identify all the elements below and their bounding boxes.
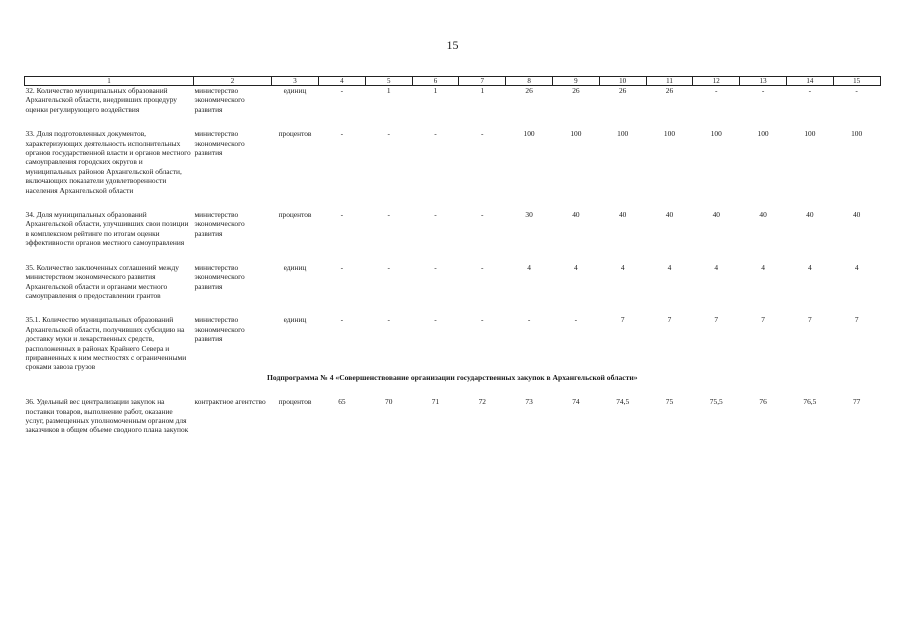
value-cell: - — [761, 86, 765, 95]
value-cell: - — [715, 86, 718, 95]
page-number: 15 — [446, 38, 459, 52]
value-cell: - — [434, 315, 437, 325]
value-cell: 75,5 — [709, 397, 723, 407]
value-cell: 40 — [618, 210, 627, 220]
header-cell: 11 — [646, 77, 693, 86]
value-cell: 4 — [808, 262, 812, 272]
responsible-agency: министерство экономического развития — [194, 86, 245, 114]
value-cell: 75 — [665, 397, 674, 407]
header-cell: 15 — [833, 77, 880, 86]
value-cell: 100 — [710, 129, 722, 139]
value-cell: 4 — [620, 262, 625, 272]
header-cell: 14 — [786, 77, 833, 86]
value-cell: 100 — [523, 129, 535, 139]
value-cell: - — [340, 129, 344, 139]
subprogram-title: Подпрограмма № 4 «Совершенствование организации государственных закупок в Архангельской области» — [267, 372, 638, 382]
value-cell: 7 — [761, 315, 765, 325]
value-cell: 26 — [525, 86, 533, 95]
value-cell: 4 — [761, 262, 765, 272]
indicators-table — [24, 76, 881, 435]
unit: процентов — [278, 129, 312, 139]
value-cell: 100 — [617, 129, 629, 139]
table-row — [25, 210, 881, 263]
value-cell: - — [434, 129, 437, 139]
value-cell: - — [808, 86, 812, 95]
value-cell: 1 — [386, 86, 391, 95]
table-row — [25, 397, 881, 435]
value-cell: - — [481, 262, 484, 272]
header-cell: 3 — [272, 77, 319, 86]
indicator-name: 35.1. Количество муниципальных образований Архангельской области, получивших субсидию на доставку муки и лекарственных средств, расположенных в районах Крайнего Севера и приравненных к ним местностях с ограниченными сроками завоза грузов — [25, 315, 187, 372]
value-cell: - — [434, 210, 437, 220]
value-cell: 40 — [572, 210, 580, 220]
value-cell: 4 — [854, 262, 859, 272]
value-cell: 40 — [759, 210, 767, 220]
value-cell: 74,5 — [616, 397, 630, 407]
header-cell: 2 — [194, 77, 272, 86]
value-cell: 100 — [570, 129, 582, 139]
value-cell: 7 — [854, 315, 859, 325]
indicator-name: 33. Доля подготовленных документов, характеризующих деятельность исполнительных органов государственной власти и органов местного самоуправления городских округов и муниципальных районов Архангельской области, включающих показатели удовлетворенности населения Архангельской области — [25, 129, 191, 195]
value-cell: - — [340, 315, 344, 325]
value-cell: 26 — [665, 86, 674, 95]
value-cell: 100 — [757, 129, 769, 139]
value-cell: - — [387, 210, 390, 220]
table-row — [25, 315, 881, 371]
value-cell: - — [434, 262, 437, 272]
value-cell: 40 — [806, 210, 814, 220]
value-cell: - — [527, 315, 531, 325]
responsible-agency: министерство экономического развития — [194, 210, 245, 238]
unit: единиц — [283, 86, 307, 95]
value-cell: 77 — [852, 397, 861, 407]
value-cell: 40 — [712, 210, 720, 220]
value-cell: 40 — [665, 210, 674, 220]
table-row — [25, 129, 881, 210]
value-cell: - — [340, 210, 344, 220]
header-cell: 1 — [25, 77, 194, 86]
header-cell: 5 — [365, 77, 412, 86]
responsible-agency: министерство экономического развития — [194, 129, 245, 158]
value-cell: 7 — [620, 315, 625, 325]
value-cell: 100 — [804, 129, 816, 139]
value-cell: 72 — [478, 397, 486, 407]
value-cell: 4 — [527, 262, 531, 272]
table-row — [25, 86, 881, 130]
header-cell: 7 — [459, 77, 506, 86]
value-cell: - — [574, 315, 578, 325]
value-cell: 26 — [618, 86, 627, 95]
value-cell: - — [481, 129, 484, 139]
value-cell: 1 — [433, 86, 438, 95]
value-cell: 74 — [572, 397, 580, 407]
value-cell: 70 — [385, 397, 393, 407]
value-cell: - — [481, 210, 484, 220]
value-cell: 100 — [851, 129, 863, 139]
responsible-agency: министерство экономического развития — [194, 262, 245, 291]
value-cell: - — [340, 262, 344, 272]
header-cell: 12 — [693, 77, 740, 86]
header-cell: 6 — [412, 77, 459, 86]
value-cell: 71 — [431, 397, 440, 407]
value-cell: - — [387, 315, 390, 325]
header-cell: 10 — [599, 77, 646, 86]
value-cell: - — [387, 262, 390, 272]
header-cell: 4 — [319, 77, 366, 86]
value-cell: 26 — [572, 86, 580, 95]
value-cell: 76,5 — [803, 397, 817, 407]
indicator-name: 36. Удельный вес централизации закупок на поставки товаров, выполнение работ, оказание услуг, размещенных уполномоченным органом для заказчиков в общем объеме сводного плана закупок — [25, 397, 189, 435]
value-cell: - — [340, 86, 344, 95]
value-cell: 40 — [852, 210, 861, 220]
value-cell: 100 — [663, 129, 676, 139]
indicator-name: 32. Количество муниципальных образований Архангельской области, внедривших процедуру оценки регулирующего воздействия — [25, 86, 177, 114]
indicator-name: 35. Количество заключенных соглашений между министерством экономического развития Архангельской области и органами местного самоуправления о предоставлении грантов — [25, 262, 179, 300]
value-cell: 1 — [480, 86, 485, 95]
unit: единиц — [283, 262, 307, 272]
value-cell: 4 — [714, 262, 719, 272]
value-cell: 7 — [667, 315, 672, 325]
value-cell: 65 — [338, 397, 346, 407]
subprogram-heading-row — [25, 372, 881, 397]
value-cell: 7 — [808, 315, 812, 325]
indicator-name: 34. Доля муниципальных образований Архангельской области, улучшивших свои позиции в комплексном рейтинге по итогам оценки эффективности органов местного самоуправления — [25, 210, 189, 248]
responsible-agency: министерство экономического развития — [194, 315, 245, 344]
unit: процентов — [278, 210, 312, 220]
value-cell: 30 — [525, 210, 533, 220]
value-cell: - — [855, 86, 858, 95]
value-cell: 7 — [714, 315, 719, 325]
value-cell: 4 — [574, 262, 578, 272]
header-cell: 9 — [552, 77, 599, 86]
responsible-agency: контрактное агентство — [194, 397, 266, 407]
value-cell: 76 — [759, 397, 767, 407]
value-cell: 4 — [667, 262, 672, 272]
column-number-header-row — [25, 77, 881, 86]
table-row — [25, 263, 881, 316]
value-cell: - — [481, 315, 484, 325]
header-cell: 8 — [506, 77, 553, 86]
unit: процентов — [278, 397, 312, 407]
value-cell: - — [387, 129, 390, 139]
header-cell: 13 — [740, 77, 787, 86]
value-cell: 73 — [525, 397, 533, 407]
unit: единиц — [283, 315, 307, 325]
